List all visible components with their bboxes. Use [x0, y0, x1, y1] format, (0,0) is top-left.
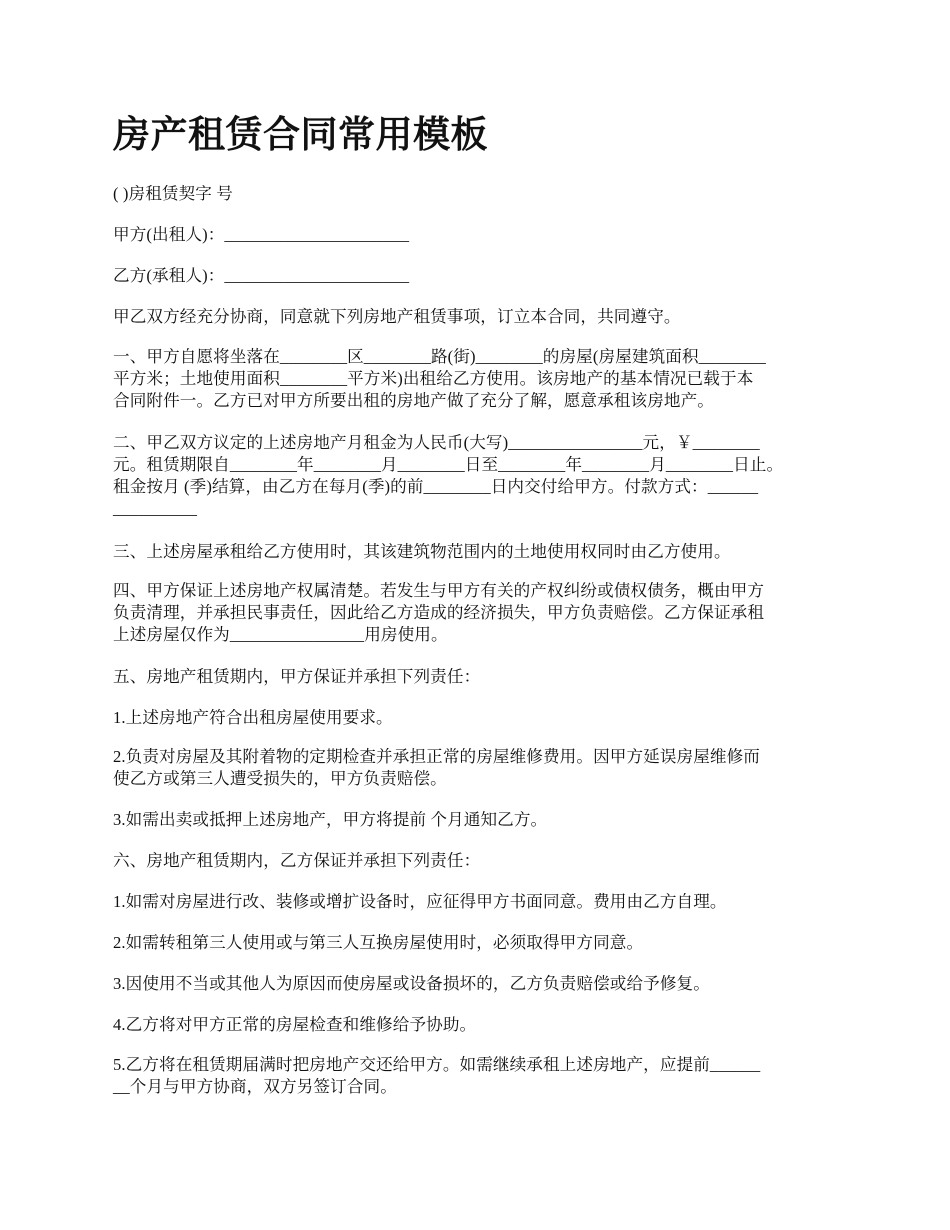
clause-5-item-1: 1.上述房地产符合出租房屋使用要求。	[113, 708, 393, 727]
contract-number-line: ( )房租赁契字 号	[113, 184, 233, 203]
clause-2-paragraph: 二、甲乙双方议定的上述房地产月租金为人民币(大写)________________元，￥________ 元。租赁期限自________年________月________日至________年________月________日止。 租金按月 (季)结算，由乙方在每月(季)的前________日内交付给甲方。付款方式：______ __________	[113, 433, 784, 518]
clause-3-paragraph: 三、上述房屋承租给乙方使用时，其该建筑物范围内的土地使用权同时由乙方使用。	[113, 542, 731, 561]
clause-6-item-3: 3.因使用不当或其他人为原因而使房屋或设备损坏的，乙方负责赔偿或给予修复。	[113, 974, 710, 993]
clause-5-item-3: 3.如需出卖或抵押上述房地产，甲方将提前 个月通知乙方。	[113, 810, 548, 829]
preamble-paragraph: 甲乙双方经充分协商，同意就下列房地产租赁事项，订立本合同，共同遵守。	[113, 307, 681, 326]
clause-5-item-2: 2.负责对房屋及其附着物的定期检查并承担正常的房屋维修费用。因甲方延误房屋维修而 使乙方或第三人遭受损失的，甲方负责赔偿。	[113, 747, 761, 788]
party-b-line: 乙方(承租人)：______________________	[113, 266, 410, 285]
clause-1-paragraph: 一、甲方自愿将坐落在________区________路(街)________的房屋(房屋建筑面积________ 平方米；土地使用面积________平方米)出租给乙方使用。该房地产的基本情况已载于本 合同附件一。乙方已对甲方所要出租的房地产做了充分了解，愿意承租该房地产。	[113, 347, 766, 410]
document-title: 房产租赁合同常用模板	[113, 115, 488, 156]
clause-6-item-4: 4.乙方将对甲方正常的房屋检查和维修给予协助。	[113, 1015, 477, 1034]
party-a-line: 甲方(出租人)：______________________	[113, 225, 410, 244]
clause-6-item-2: 2.如需转租第三人使用或与第三人互换房屋使用时，必须取得甲方同意。	[113, 933, 644, 952]
clause-6-heading: 六、房地产租赁期内，乙方保证并承担下列责任：	[113, 851, 481, 870]
clause-4-paragraph: 四、甲方保证上述房地产权属清楚。若发生与甲方有关的产权纠纷或债权债务，概由甲方 负责清理，并承担民事责任，因此给乙方造成的经济损失，甲方负责赔偿。乙方保证承租 上述房屋仅作为________________用房使用。	[113, 581, 765, 644]
clause-6-item-1: 1.如需对房屋进行改、装修或增扩设备时，应征得甲方书面同意。费用由乙方自理。	[113, 892, 727, 911]
clause-6-item-5: 5.乙方将在租赁期届满时把房地产交还给甲方。如需继续承租上述房地产，应提前______ __个月与甲方协商，双方另签订合同。	[113, 1055, 761, 1096]
clause-5-heading: 五、房地产租赁期内，甲方保证并承担下列责任：	[113, 667, 481, 686]
